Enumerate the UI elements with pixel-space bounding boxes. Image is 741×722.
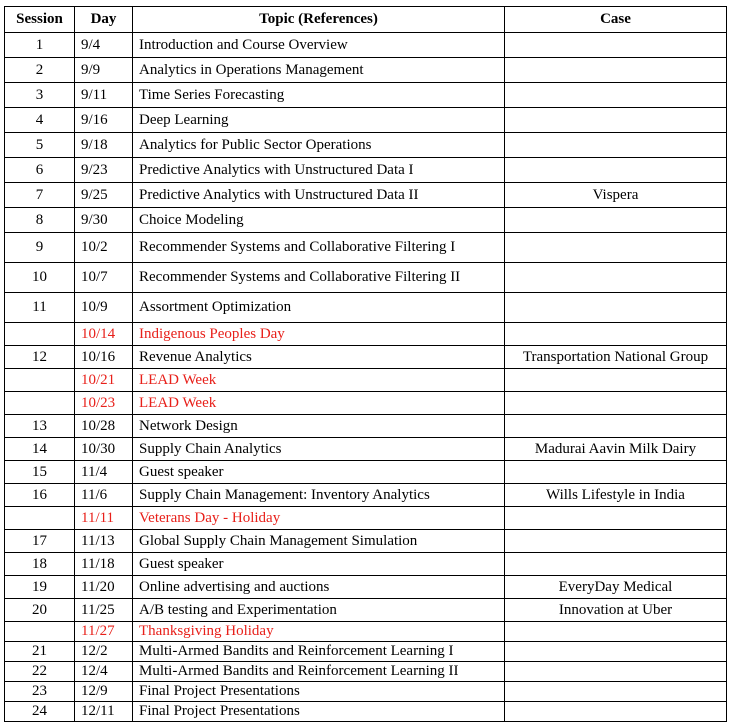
day-cell: 12/11 <box>75 702 133 722</box>
case-cell <box>505 415 727 438</box>
topic-cell: Supply Chain Analytics <box>133 438 505 461</box>
day-cell: 9/9 <box>75 58 133 83</box>
day-cell: 9/23 <box>75 158 133 183</box>
topic-cell: Predictive Analytics with Unstructured Data I <box>133 158 505 183</box>
table-row <box>5 576 727 599</box>
topic-cell: Veterans Day - Holiday <box>133 507 505 530</box>
day-cell: 10/2 <box>75 233 133 263</box>
session-cell: 20 <box>5 599 75 622</box>
case-cell <box>505 133 727 158</box>
case-cell <box>505 293 727 323</box>
case-cell <box>505 369 727 392</box>
topic-cell: Assortment Optimization <box>133 293 505 323</box>
session-cell: 9 <box>5 233 75 263</box>
holiday-row <box>5 507 727 530</box>
case-cell <box>505 461 727 484</box>
table-row <box>5 346 727 369</box>
day-cell: 9/16 <box>75 108 133 133</box>
session-cell: 23 <box>5 682 75 702</box>
session-cell: 8 <box>5 208 75 233</box>
topic-cell: Final Project Presentations <box>133 682 505 702</box>
session-cell: 2 <box>5 58 75 83</box>
holiday-row <box>5 622 727 642</box>
session-cell: 15 <box>5 461 75 484</box>
day-cell: 12/9 <box>75 682 133 702</box>
topic-cell: Analytics in Operations Management <box>133 58 505 83</box>
topic-cell: Predictive Analytics with Unstructured Data II <box>133 183 505 208</box>
table-row <box>5 263 727 293</box>
session-cell <box>5 507 75 530</box>
topic-cell: LEAD Week <box>133 369 505 392</box>
day-column-header: Day <box>75 7 133 33</box>
table-row <box>5 530 727 553</box>
session-cell <box>5 369 75 392</box>
case-cell <box>505 642 727 662</box>
table-row <box>5 158 727 183</box>
case-cell <box>505 158 727 183</box>
case-cell <box>505 392 727 415</box>
topic-cell: Global Supply Chain Management Simulation <box>133 530 505 553</box>
case-cell <box>505 233 727 263</box>
session-cell: 3 <box>5 83 75 108</box>
topic-cell: Online advertising and auctions <box>133 576 505 599</box>
table-row <box>5 642 727 662</box>
topic-cell: Revenue Analytics <box>133 346 505 369</box>
day-cell: 11/4 <box>75 461 133 484</box>
topic-cell: Thanksgiving Holiday <box>133 622 505 642</box>
case-cell: Vispera <box>505 183 727 208</box>
session-column-header: Session <box>5 7 75 33</box>
day-cell: 11/11 <box>75 507 133 530</box>
case-cell <box>505 263 727 293</box>
topic-cell: Introduction and Course Overview <box>133 33 505 58</box>
session-cell: 19 <box>5 576 75 599</box>
topic-cell: Deep Learning <box>133 108 505 133</box>
case-cell <box>505 682 727 702</box>
topic-cell: A/B testing and Experimentation <box>133 599 505 622</box>
session-cell: 21 <box>5 642 75 662</box>
case-cell <box>505 83 727 108</box>
schedule-body <box>5 33 727 722</box>
session-cell: 11 <box>5 293 75 323</box>
case-cell <box>505 58 727 83</box>
table-row <box>5 58 727 83</box>
topic-cell: Final Project Presentations <box>133 702 505 722</box>
table-row <box>5 484 727 507</box>
topic-cell: Indigenous Peoples Day <box>133 323 505 346</box>
case-cell <box>505 622 727 642</box>
table-row <box>5 662 727 682</box>
case-cell <box>505 702 727 722</box>
case-cell <box>505 108 727 133</box>
table-row <box>5 183 727 208</box>
case-cell <box>505 507 727 530</box>
topic-cell: Recommender Systems and Collaborative Filtering II <box>133 263 505 293</box>
table-row <box>5 438 727 461</box>
day-cell: 10/23 <box>75 392 133 415</box>
session-cell: 14 <box>5 438 75 461</box>
table-row <box>5 702 727 722</box>
day-cell: 12/4 <box>75 662 133 682</box>
day-cell: 10/21 <box>75 369 133 392</box>
session-cell: 7 <box>5 183 75 208</box>
topic-cell: Multi-Armed Bandits and Reinforcement Learning I <box>133 642 505 662</box>
session-cell: 5 <box>5 133 75 158</box>
day-cell: 9/18 <box>75 133 133 158</box>
day-cell: 9/25 <box>75 183 133 208</box>
session-cell <box>5 392 75 415</box>
case-cell: Transportation National Group <box>505 346 727 369</box>
table-row <box>5 233 727 263</box>
session-cell: 16 <box>5 484 75 507</box>
case-cell <box>505 553 727 576</box>
session-cell: 6 <box>5 158 75 183</box>
table-row <box>5 83 727 108</box>
day-cell: 11/13 <box>75 530 133 553</box>
session-cell: 4 <box>5 108 75 133</box>
topic-cell: Multi-Armed Bandits and Reinforcement Learning II <box>133 662 505 682</box>
day-cell: 10/16 <box>75 346 133 369</box>
topic-cell: Time Series Forecasting <box>133 83 505 108</box>
table-row <box>5 293 727 323</box>
session-cell: 10 <box>5 263 75 293</box>
day-cell: 11/6 <box>75 484 133 507</box>
case-cell: Wills Lifestyle in India <box>505 484 727 507</box>
table-row <box>5 108 727 133</box>
case-cell: Madurai Aavin Milk Dairy <box>505 438 727 461</box>
day-cell: 10/30 <box>75 438 133 461</box>
day-cell: 10/28 <box>75 415 133 438</box>
topic-cell: Guest speaker <box>133 553 505 576</box>
case-cell <box>505 530 727 553</box>
holiday-row <box>5 323 727 346</box>
day-cell: 10/14 <box>75 323 133 346</box>
session-cell: 24 <box>5 702 75 722</box>
day-cell: 9/4 <box>75 33 133 58</box>
day-cell: 11/18 <box>75 553 133 576</box>
session-cell <box>5 622 75 642</box>
case-cell <box>505 323 727 346</box>
case-cell <box>505 33 727 58</box>
table-header-row <box>5 7 727 33</box>
course-schedule-table <box>4 6 727 722</box>
table-row <box>5 33 727 58</box>
session-cell: 12 <box>5 346 75 369</box>
table-row <box>5 553 727 576</box>
session-cell <box>5 323 75 346</box>
topic-cell: Network Design <box>133 415 505 438</box>
case-cell: Innovation at Uber <box>505 599 727 622</box>
holiday-row <box>5 392 727 415</box>
day-cell: 10/7 <box>75 263 133 293</box>
table-row <box>5 599 727 622</box>
topic-cell: Guest speaker <box>133 461 505 484</box>
session-cell: 17 <box>5 530 75 553</box>
topic-cell: Analytics for Public Sector Operations <box>133 133 505 158</box>
table-row <box>5 208 727 233</box>
topic-column-header: Topic (References) <box>133 7 505 33</box>
day-cell: 10/9 <box>75 293 133 323</box>
case-cell: EveryDay Medical <box>505 576 727 599</box>
case-column-header: Case <box>505 7 727 33</box>
topic-cell: Choice Modeling <box>133 208 505 233</box>
holiday-row <box>5 369 727 392</box>
day-cell: 11/20 <box>75 576 133 599</box>
table-row <box>5 461 727 484</box>
day-cell: 9/11 <box>75 83 133 108</box>
case-cell <box>505 662 727 682</box>
session-cell: 22 <box>5 662 75 682</box>
table-row <box>5 415 727 438</box>
table-row <box>5 133 727 158</box>
topic-cell: LEAD Week <box>133 392 505 415</box>
day-cell: 12/2 <box>75 642 133 662</box>
case-cell <box>505 208 727 233</box>
day-cell: 11/27 <box>75 622 133 642</box>
day-cell: 9/30 <box>75 208 133 233</box>
session-cell: 18 <box>5 553 75 576</box>
session-cell: 13 <box>5 415 75 438</box>
table-row <box>5 682 727 702</box>
topic-cell: Recommender Systems and Collaborative Filtering I <box>133 233 505 263</box>
topic-cell: Supply Chain Management: Inventory Analytics <box>133 484 505 507</box>
session-cell: 1 <box>5 33 75 58</box>
day-cell: 11/25 <box>75 599 133 622</box>
